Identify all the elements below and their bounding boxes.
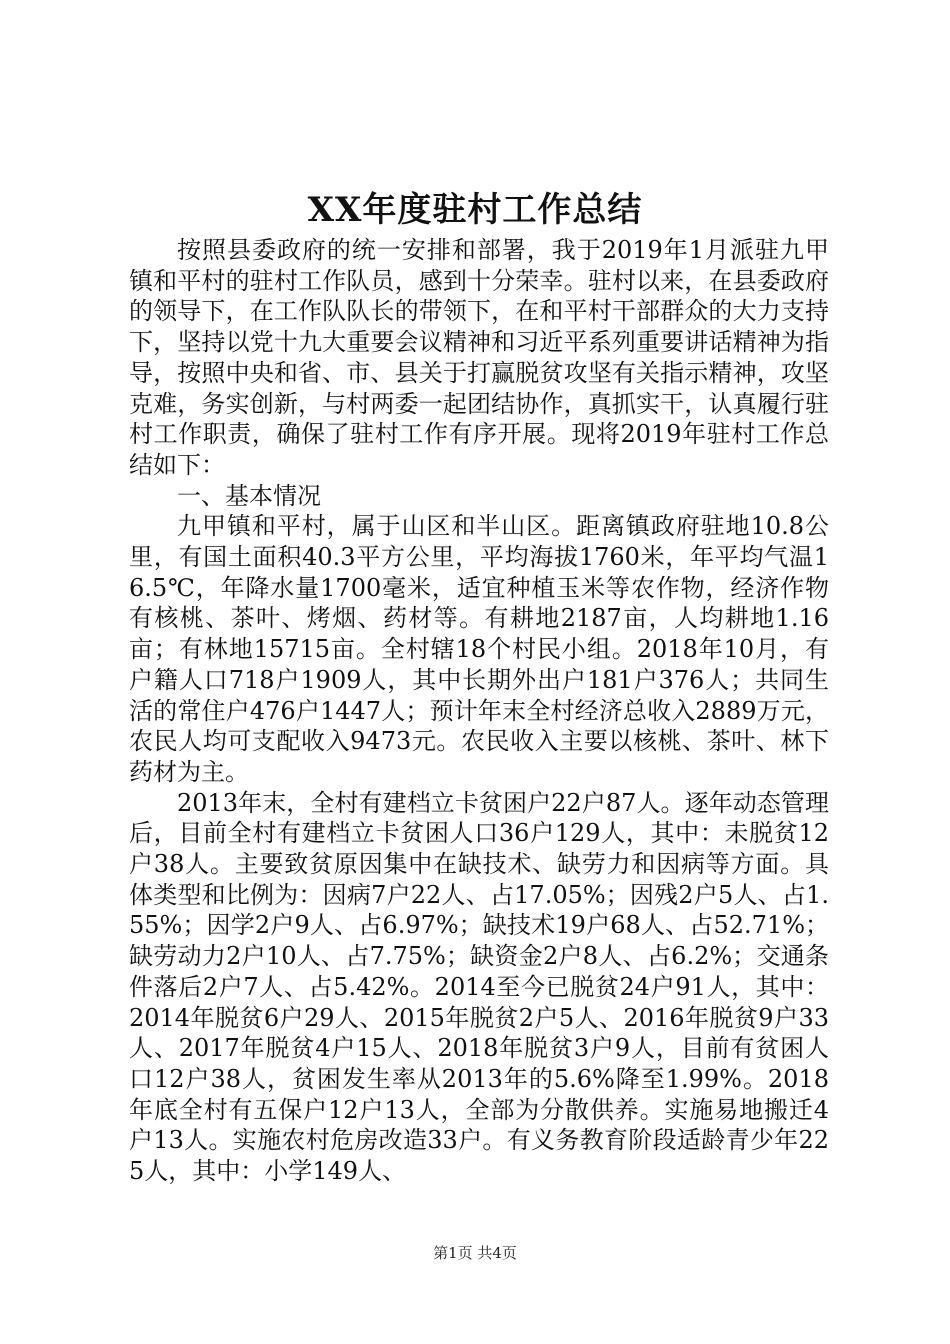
- intro-paragraph: 按照县委政府的统一安排和部署，我于2019年1月派驻九甲镇和平村的驻村工作队员，感到十分荣幸。驻村以来，在县委政府的领导下，在工作队队长的带领下，在和平村干部群众的大力支持下，坚持以党十九大重要会议精神和习近平系列重要讲话精神为指导，按照中央和省、市、县关于打赢脱贫攻坚有关指示精神，攻坚克难，务实创新，与村两委一起团结协作，真抓实干，认真履行驻村工作职责，确保了驻村工作有序开展。现将2019年驻村工作总结如下：: [129, 236, 829, 479]
- section-heading-basic-info: 一、基本情况: [177, 481, 321, 510]
- poverty-status-paragraph: 2013年末，全村有建档立卡贫困户22户87人。逐年动态管理后，目前全村有建档立卡贫困人口36户129人，其中：未脱贫12户38人。主要致贫原因集中在缺技术、缺劳力和因病等方面。具体类型和比例为：因病7户22人、占17.05%；因残2户5人、占1.55%；因学2户9人、占6.97%；缺技术19户68人、占52.71%；缺劳动力2户10人、占7.75%；缺资金2户8人、占6.2%；交通条件落后2户7人、占5.42%。2014至今已脱贫24户91人，其中：2014年脱贫6户29人、2015年脱贫2户5人、2016年脱贫9户33人、2017年脱贫4户15人、2018年脱贫3户9人，目前有贫困人口12户38人，贫困发生率从2013年的5.6%降至1.99%。2018年底全村有五保户12户13人，全部为分散供养。实施易地搬迁4户13人。实施农村危房改造33户。有义务教育阶段适龄青少年225人，其中：小学149人、: [129, 788, 829, 1186]
- document-body: [129, 235, 829, 1187]
- village-profile-paragraph: 九甲镇和平村，属于山区和半山区。距离镇政府驻地10.8公里，有国土面积40.3平方公里，平均海拔1760米，年平均气温16.5℃，年降水量1700毫米，适宜种植玉米等农作物，经济作物有核桃、茶叶、烤烟、药材等。有耕地2187亩，人均耕地1.16亩；有林地15715亩。全村辖18个村民小组。2018年10月，有户籍人口718户1909人，其中长期外出户181户376人；共同生活的常住户476户1447人；预计年末全村经济总收入2889万元，农民人均可支配收入9473元。农民收入主要以核桃、茶叶、林下药材为主。: [129, 512, 829, 786]
- page-footer: 第1页 共4页: [433, 1244, 517, 1262]
- document-title: XX年度驻村工作总结: [307, 190, 643, 230]
